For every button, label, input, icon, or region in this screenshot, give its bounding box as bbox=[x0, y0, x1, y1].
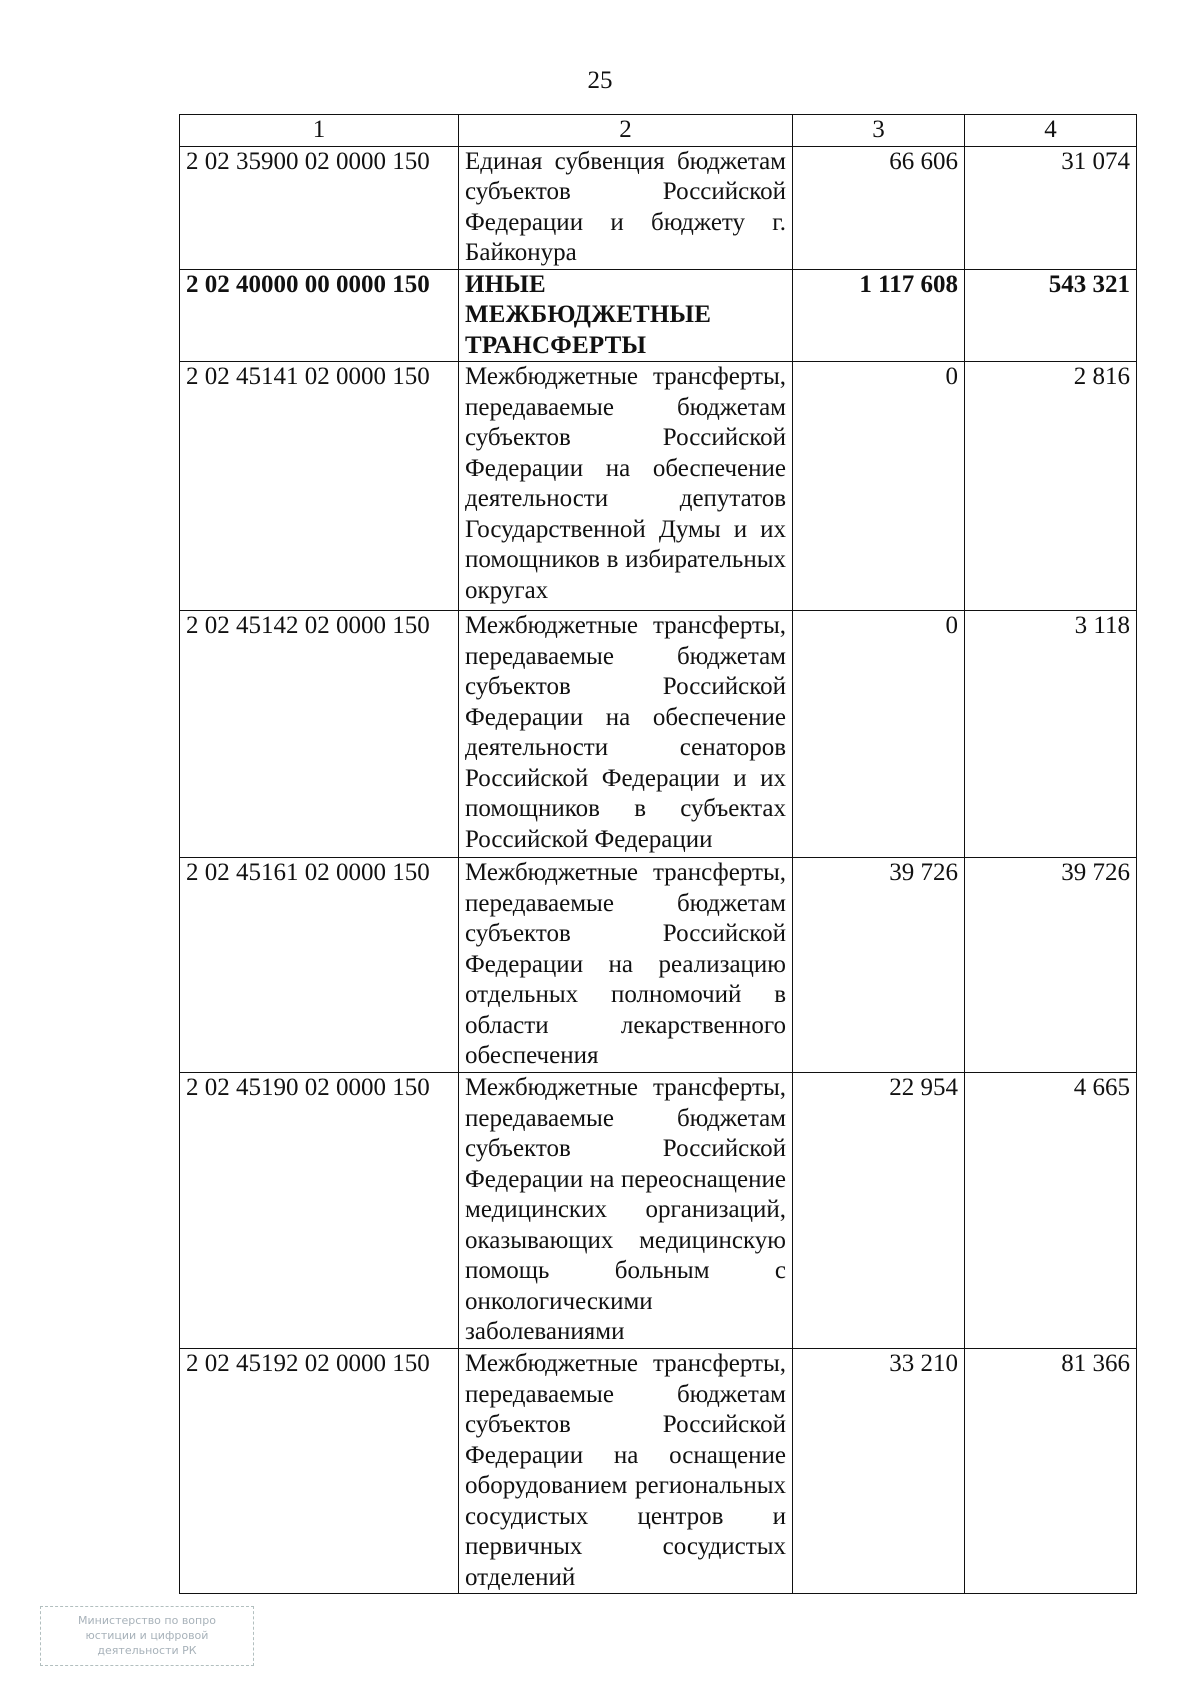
row-value-col3: 22 954 bbox=[793, 1073, 965, 1349]
registration-stamp bbox=[40, 1606, 254, 1666]
table-header-row bbox=[180, 115, 1137, 147]
header-col-2: 2 bbox=[459, 115, 793, 147]
row-description: Межбюджетные трансферты, передаваемые бюджетам субъектов Российской Федерации на реализацию отдельных полномочий в области лекарственного обеспечения bbox=[459, 858, 793, 1073]
row-value-col3: 33 210 bbox=[793, 1349, 965, 1594]
table-row bbox=[180, 611, 1137, 858]
row-code: 2 02 40000 00 0000 150 bbox=[180, 269, 459, 362]
page-number: 25 bbox=[587, 67, 613, 94]
row-value-col4: 3 118 bbox=[965, 611, 1137, 858]
row-value-col4: 2 816 bbox=[965, 362, 1137, 611]
row-code: 2 02 45190 02 0000 150 bbox=[180, 1073, 459, 1349]
row-description: Межбюджетные трансферты, передаваемые бюджетам субъектов Российской Федерации на обеспечение деятельности сенаторов Российской Федерации и их помощников в субъектах Российской Федерации bbox=[459, 611, 793, 858]
row-value-col4: 543 321 bbox=[965, 269, 1137, 362]
stamp-line: юстиции и цифровой bbox=[85, 1629, 209, 1642]
budget-table bbox=[179, 114, 1137, 1594]
row-value-col3: 1 117 608 bbox=[793, 269, 965, 362]
header-col-1: 1 bbox=[180, 115, 459, 147]
row-value-col4: 81 366 bbox=[965, 1349, 1137, 1594]
row-value-col4: 39 726 bbox=[965, 858, 1137, 1073]
row-code: 2 02 35900 02 0000 150 bbox=[180, 146, 459, 269]
row-value-col3: 39 726 bbox=[793, 858, 965, 1073]
row-description: Межбюджетные трансферты, передаваемые бюджетам субъектов Российской Федерации на переоснащение медицинских организаций, оказывающих медицинскую помощь больным с онкологическими заболеваниями bbox=[459, 1073, 793, 1349]
row-value-col4: 4 665 bbox=[965, 1073, 1137, 1349]
row-description: ИНЫЕ МЕЖБЮДЖЕТНЫЕ ТРАНСФЕРТЫ bbox=[459, 269, 793, 362]
stamp-line: Министерство по вопро bbox=[78, 1614, 216, 1627]
row-description: Межбюджетные трансферты, передаваемые бюджетам субъектов Российской Федерации на обеспечение деятельности депутатов Государственной Думы и их помощников в избирательных округах bbox=[459, 362, 793, 611]
table-row bbox=[180, 858, 1137, 1073]
row-code: 2 02 45192 02 0000 150 bbox=[180, 1349, 459, 1594]
row-value-col4: 31 074 bbox=[965, 146, 1137, 269]
header-col-4: 4 bbox=[965, 115, 1137, 147]
stamp-line: деятельности РК bbox=[97, 1644, 197, 1657]
row-description: Межбюджетные трансферты, передаваемые бюджетам субъектов Российской Федерации на оснащение оборудованием региональных сосудистых центров и первичных сосудистых отделений bbox=[459, 1349, 793, 1594]
row-value-col3: 0 bbox=[793, 362, 965, 611]
table-row bbox=[180, 362, 1137, 611]
table-row bbox=[180, 146, 1137, 269]
row-code: 2 02 45141 02 0000 150 bbox=[180, 362, 459, 611]
header-col-3: 3 bbox=[793, 115, 965, 147]
table-row bbox=[180, 1073, 1137, 1349]
row-description: Единая субвенция бюджетам субъектов Российской Федерации и бюджету г. Байконура bbox=[459, 146, 793, 269]
table-row-total bbox=[180, 269, 1137, 362]
row-code: 2 02 45161 02 0000 150 bbox=[180, 858, 459, 1073]
row-value-col3: 0 bbox=[793, 611, 965, 858]
row-code: 2 02 45142 02 0000 150 bbox=[180, 611, 459, 858]
row-value-col3: 66 606 bbox=[793, 146, 965, 269]
table-row bbox=[180, 1349, 1137, 1594]
